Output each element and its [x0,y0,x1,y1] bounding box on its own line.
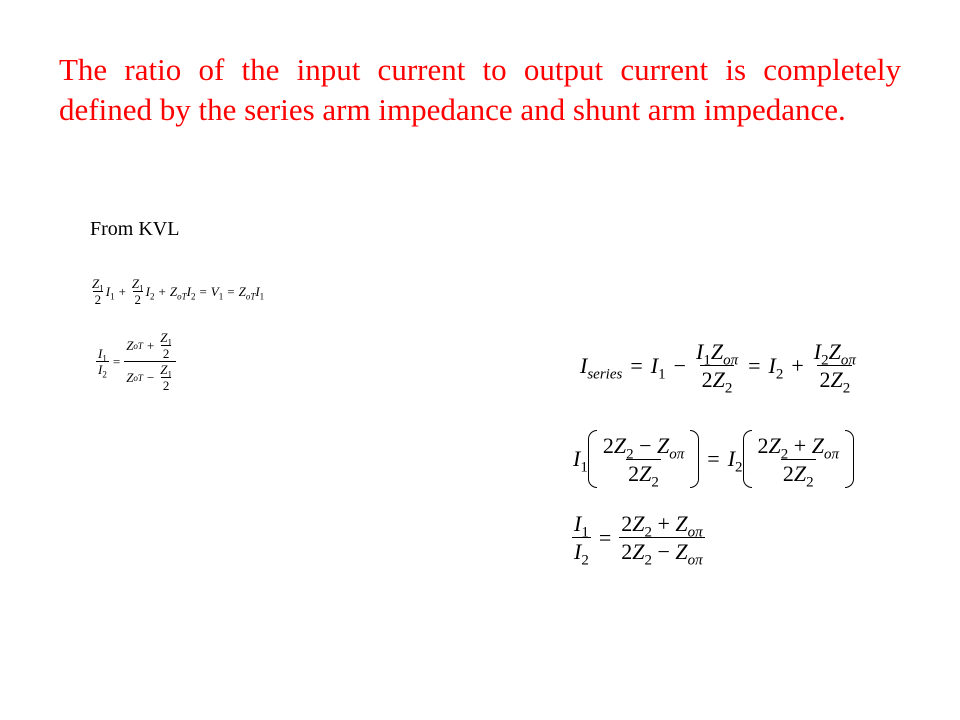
paren-equation: $I_1$ $\frac{2Z_2 - Z_{o\pi}}{2Z_2}$ = $I_2$ $\frac{2Z_2 + Z_{o\pi}}{2Z_2}$ [573,430,854,488]
t-ratio-equation: $\frac{I_1}{I_2}$ = Z oT + $\frac{Z_1}{2}$ Z oT − $\frac{Z_1}{2}$ [96,330,176,393]
from-kvl-label: From KVL [90,218,180,240]
pi-ratio-equation: $\frac{I_1}{I_2}$ = $\frac{2Z_2 + Z_{o\pi}}{2Z_2 - Z_{o\pi}}$ [574,511,703,569]
series-current-equation: $I_{series}$ = $I_1$ − $\frac{I_1Z_{o\pi}}{2Z_2}$ = $I_2$ + $\frac{I_2Z_{o\pi}}{2Z_2}$ [580,339,856,397]
kvl-equation: $\frac{Z_1}{2}$ $I_1$ + $\frac{Z_1}{2}$ $I_2$ + $Z_{oT}$ $I_2$ = $V_1$ = $Z_{oT}$ $I_1$ [92,276,265,307]
slide-heading: The ratio of the input current to output current is completely defined by the series arm impedance and shunt arm impedance. [59,52,901,127]
